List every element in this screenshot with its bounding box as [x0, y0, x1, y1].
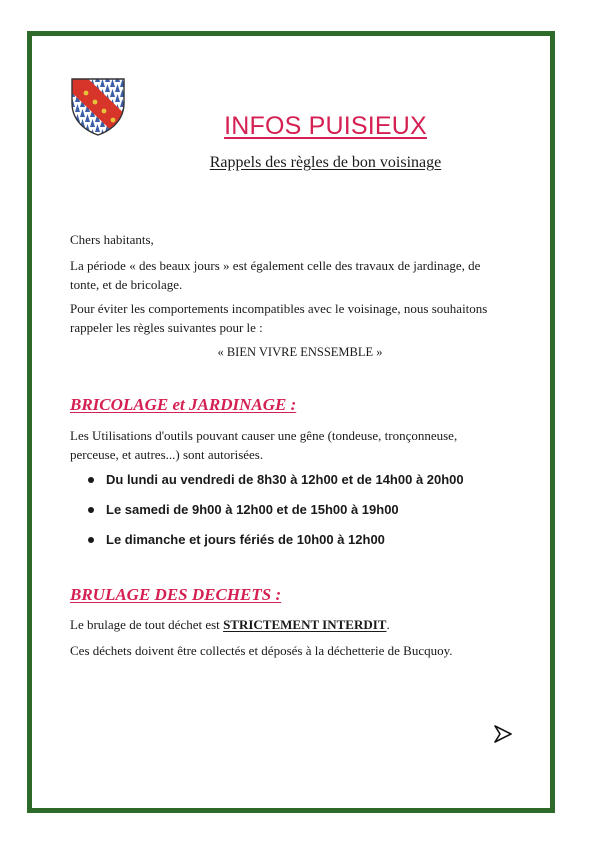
- section-heading-brulage: BRULAGE DES DECHETS :: [70, 585, 282, 604]
- schedule-saturday: Le samedi de 9h00 à 12h00 et de 15h00 à 19h00: [106, 502, 399, 517]
- intro-paragraph-2: Pour éviter les comportements incompatibles avec le voisinage, nous souhaitons rappeler les règles suivantes pour le :: [70, 301, 488, 335]
- brulage-text: [70, 615, 540, 634]
- page-subtitle-wrap: [0, 154, 595, 172]
- section-heading-bricolage: BRICOLAGE et JARDINAGE :: [70, 395, 297, 414]
- bricolage-text: Les Utilisations d'outils pouvant causer une gêne (tondeuse, tronçonneuse, perceuse, et autres...) sont autorisées.: [70, 428, 458, 462]
- list-item: [80, 471, 540, 501]
- page-title: INFOS PUISIEUX: [224, 112, 427, 140]
- brulage-text-2: Ces déchets doivent être collectés et déposés à la déchetterie de Bucquoy.: [70, 643, 453, 658]
- list-item: [80, 501, 540, 531]
- intro-paragraph-1: La période « des beaux jours » est également celle des travaux de jardinage, de tonte, et de bricolage.: [70, 258, 481, 292]
- schedule-weekdays: Du lundi au vendredi de 8h30 à 12h00 et de 14h00 à 20h00: [106, 472, 464, 487]
- bullet-icon: [88, 477, 94, 483]
- arrow-right-icon: [492, 723, 514, 745]
- brulage-text-start: Le brulage de tout déchet est: [70, 617, 224, 632]
- page-subtitle: Rappels des règles de bon voisinage: [209, 154, 442, 171]
- bullet-icon: [88, 537, 94, 543]
- brulage-emphasis: STRICTEMENT INTERDIT: [223, 617, 387, 632]
- bullet-icon: [88, 507, 94, 513]
- schedule-sunday: Le dimanche et jours fériés de 10h00 à 12h00: [106, 532, 385, 547]
- list-item: [80, 531, 540, 561]
- brulage-text-end: .: [386, 617, 390, 632]
- schedule-list: [80, 471, 540, 561]
- page-border: [27, 31, 555, 813]
- motto: « BIEN VIVRE ENSSEMBLE »: [217, 345, 383, 359]
- greeting: Chers habitants,: [70, 232, 154, 247]
- page-title-wrap: [0, 112, 595, 141]
